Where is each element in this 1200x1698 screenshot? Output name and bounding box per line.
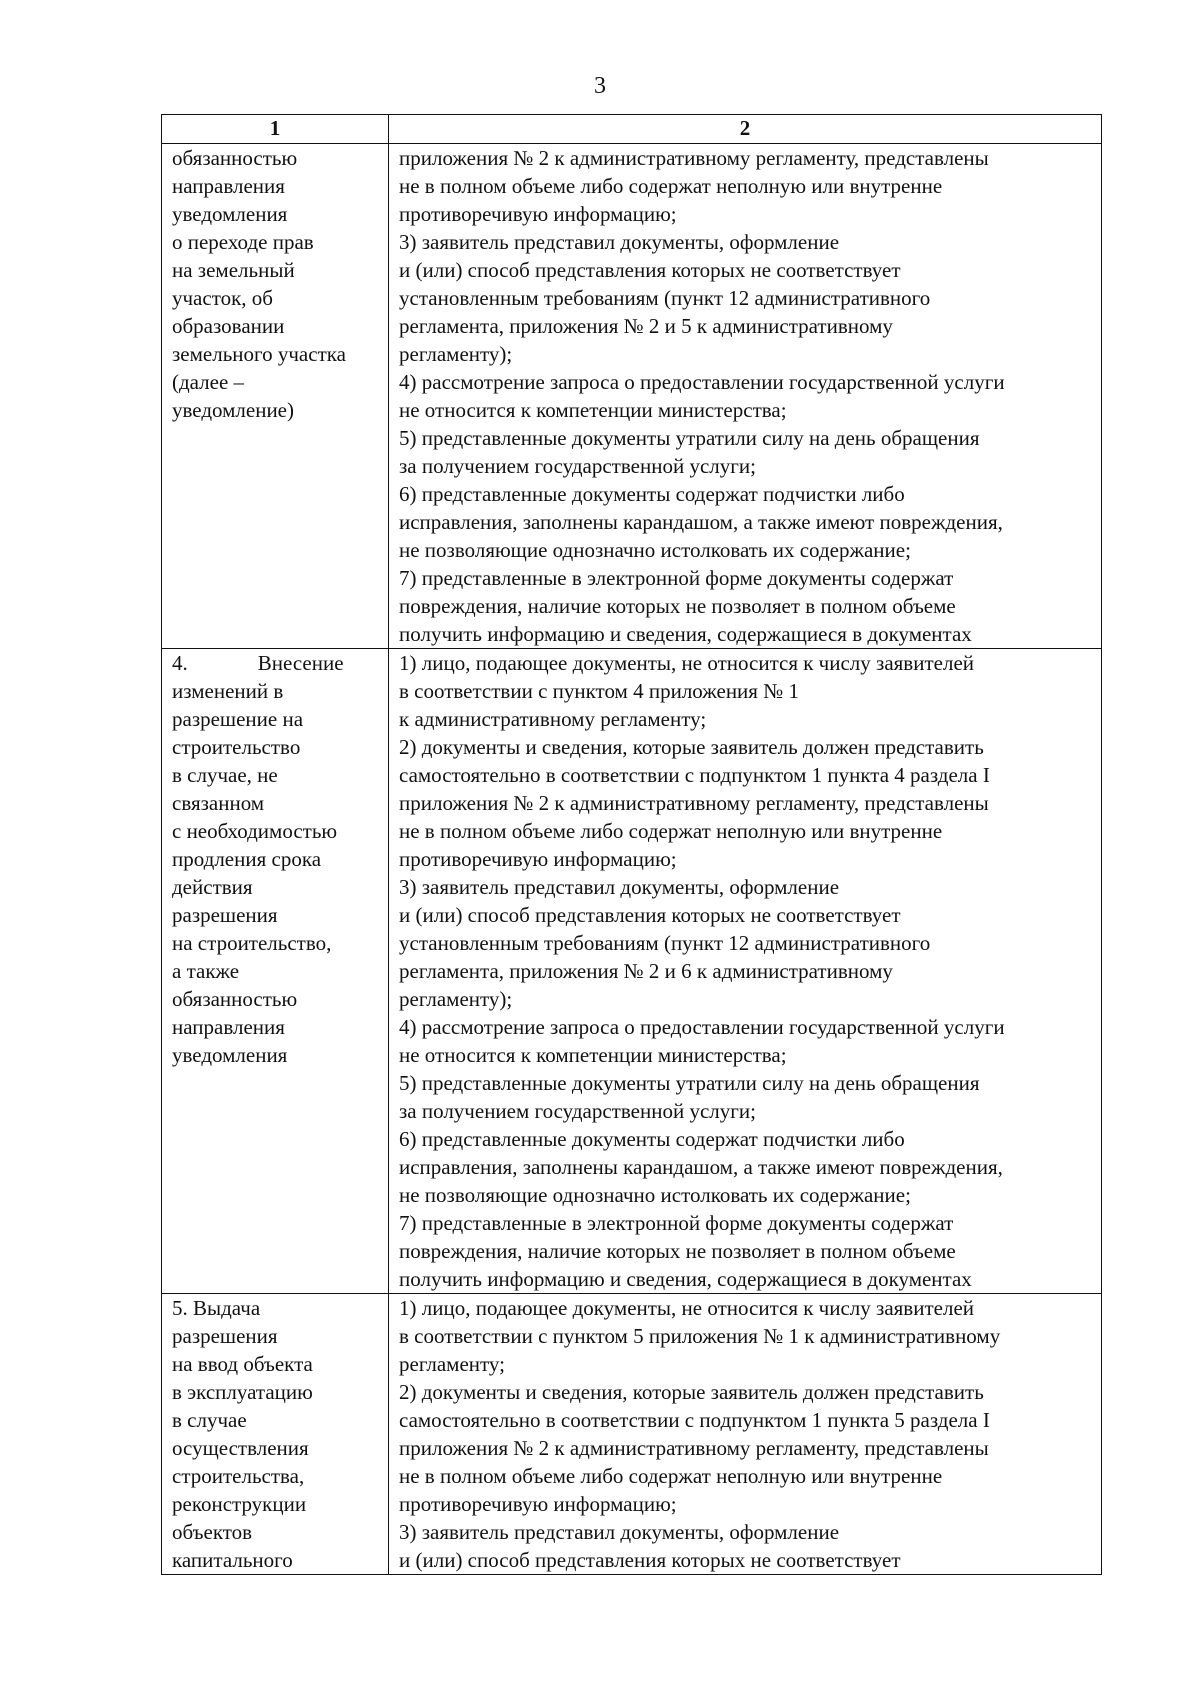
cell-line: 7) представленные в электронной форме документы содержат xyxy=(399,1211,954,1235)
cell-line: регламенту; xyxy=(399,1352,505,1376)
cell-line: участок, об xyxy=(172,286,273,310)
cell-line: земельного участка xyxy=(172,342,346,366)
cell-line: самостоятельно в соответствии с подпунктом 1 пункта 5 раздела I xyxy=(399,1408,990,1432)
cell-line: 3) заявитель представил документы, оформление xyxy=(399,1520,840,1544)
cell-line: изменений в xyxy=(172,679,284,703)
cell-line: (далее – xyxy=(172,370,245,394)
table-row xyxy=(162,649,1102,1294)
cell-line: повреждения, наличие которых не позволяет в полном объеме xyxy=(399,594,956,618)
cell-line: 6) представленные документы содержат подчистки либо xyxy=(399,482,905,506)
cell-line: не относится к компетенции министерства; xyxy=(399,1043,787,1067)
cell-line: реконструкции xyxy=(172,1492,307,1516)
table-row xyxy=(162,144,1102,649)
cell-line: 5) представленные документы утратили силу на день обращения xyxy=(399,1071,980,1095)
cell-line: и (или) способ представления которых не соответствует xyxy=(399,903,901,927)
column-header-1: 1 xyxy=(162,115,389,144)
cell-line: направления xyxy=(172,1015,285,1039)
cell-line: противоречивую информацию; xyxy=(399,202,677,226)
cell-line: исправления, заполнены карандашом, а также имеют повреждения, xyxy=(399,1155,1003,1179)
cell-line: и (или) способ представления которых не соответствует xyxy=(399,258,901,282)
cell-line: связанном xyxy=(172,791,265,815)
cell-line: не в полном объеме либо содержат неполную или внутренне xyxy=(399,1464,943,1488)
cell-line: разрешения xyxy=(172,1324,278,1348)
cell-line: капитального xyxy=(172,1548,293,1572)
item-first-word: Внесение xyxy=(257,651,344,675)
cell-line: самостоятельно в соответствии с подпунктом 1 пункта 4 раздела I xyxy=(399,763,990,787)
cell-line: на строительство, xyxy=(172,931,332,955)
cell-line: не в полном объеме либо содержат неполную или внутренне xyxy=(399,819,943,843)
cell-line: обязанностью xyxy=(172,146,298,170)
cell-line: 3) заявитель представил документы, оформление xyxy=(399,875,840,899)
cell-line: продления срока xyxy=(172,847,322,871)
cell-line: в соответствии с пунктом 4 приложения № 1 xyxy=(399,679,799,703)
cell-line: исправления, заполнены карандашом, а также имеют повреждения, xyxy=(399,510,1003,534)
cell-line: не позволяющие однозначно истолковать их содержание; xyxy=(399,1183,911,1207)
cell-line: в соответствии с пунктом 5 приложения № 1 к административному xyxy=(399,1324,1001,1348)
cell-line: регламента, приложения № 2 и 6 к административному xyxy=(399,959,893,983)
grounds-cell xyxy=(389,144,1102,649)
cell-line: противоречивую информацию; xyxy=(399,1492,677,1516)
cell-line: регламента, приложения № 2 и 5 к административному xyxy=(399,314,893,338)
table-header-row xyxy=(162,115,1102,144)
cell-line: строительства, xyxy=(172,1464,305,1488)
cell-line xyxy=(172,649,378,677)
cell-line: уведомления xyxy=(172,1043,288,1067)
cell-line: противоречивую информацию; xyxy=(399,847,677,871)
cell-line: с необходимостью xyxy=(172,819,338,843)
cell-line: образовании xyxy=(172,314,285,338)
cell-line: получить информацию и сведения, содержащиеся в документах xyxy=(399,622,972,646)
cell-line: 3) заявитель представил документы, оформление xyxy=(399,230,840,254)
cell-line: регламенту); xyxy=(399,342,513,366)
cell-line: установленным требованиям (пункт 12 административного xyxy=(399,931,931,955)
cell-line: не в полном объеме либо содержат неполную или внутренне xyxy=(399,174,943,198)
cell-line: повреждения, наличие которых не позволяет в полном объеме xyxy=(399,1239,956,1263)
cell-line: а также xyxy=(172,959,240,983)
cell-line: 2) документы и сведения, которые заявитель должен представить xyxy=(399,1380,984,1404)
cell-line: уведомления xyxy=(172,202,288,226)
cell-line: строительство xyxy=(172,735,301,759)
cell-line: уведомление) xyxy=(172,398,295,422)
cell-line: приложения № 2 к административному регламенту, представлены xyxy=(399,791,989,815)
grounds-cell xyxy=(389,1294,1102,1575)
cell-line: 1) лицо, подающее документы, не относится к числу заявителей xyxy=(399,651,974,675)
cell-line: разрешение на xyxy=(172,707,304,731)
cell-line: приложения № 2 к административному регламенту, представлены xyxy=(399,1436,989,1460)
service-name-cell xyxy=(162,1294,389,1575)
cell-line: 1) лицо, подающее документы, не относится к числу заявителей xyxy=(399,1296,974,1320)
service-name-cell xyxy=(162,649,389,1294)
cell-line: в случае xyxy=(172,1408,247,1432)
cell-line: о переходе прав xyxy=(172,230,314,254)
cell-line: в эксплуатацию xyxy=(172,1380,313,1404)
cell-line: за получением государственной услуги; xyxy=(399,1099,756,1123)
cell-line: не позволяющие однозначно истолковать их содержание; xyxy=(399,538,911,562)
cell-line: 5) представленные документы утратили силу на день обращения xyxy=(399,426,980,450)
cell-line: установленным требованиям (пункт 12 административного xyxy=(399,286,931,310)
page-number: 3 xyxy=(594,73,606,99)
cell-line: на земельный xyxy=(172,258,295,282)
grounds-cell xyxy=(389,649,1102,1294)
cell-line: действия xyxy=(172,875,253,899)
item-number: 4. xyxy=(172,651,188,675)
service-name-cell xyxy=(162,144,389,649)
cell-line: объектов xyxy=(172,1520,253,1544)
cell-line: на ввод объекта xyxy=(172,1352,313,1376)
cell-line: разрешения xyxy=(172,903,278,927)
cell-line: приложения № 2 к административному регламенту, представлены xyxy=(399,146,989,170)
cell-line: 6) представленные документы содержат подчистки либо xyxy=(399,1127,905,1151)
cell-line: в случае, не xyxy=(172,763,278,787)
cell-line: 5. Выдача xyxy=(172,1296,261,1320)
cell-line: 4) рассмотрение запроса о предоставлении государственной услуги xyxy=(399,370,1005,394)
cell-line: осуществления xyxy=(172,1436,309,1460)
cell-line: к административному регламенту; xyxy=(399,707,707,731)
cell-line: и (или) способ представления которых не соответствует xyxy=(399,1548,901,1572)
cell-line: обязанностью xyxy=(172,987,298,1011)
cell-line: не относится к компетенции министерства; xyxy=(399,398,787,422)
table-row xyxy=(162,1294,1102,1575)
document-table xyxy=(161,114,1102,1575)
column-header-2: 2 xyxy=(389,115,1102,144)
cell-line: регламенту); xyxy=(399,987,513,1011)
cell-line: 7) представленные в электронной форме документы содержат xyxy=(399,566,954,590)
cell-line: 4) рассмотрение запроса о предоставлении государственной услуги xyxy=(399,1015,1005,1039)
cell-line: 2) документы и сведения, которые заявитель должен представить xyxy=(399,735,984,759)
cell-line: направления xyxy=(172,174,285,198)
cell-line: получить информацию и сведения, содержащиеся в документах xyxy=(399,1267,972,1291)
cell-line: за получением государственной услуги; xyxy=(399,454,756,478)
